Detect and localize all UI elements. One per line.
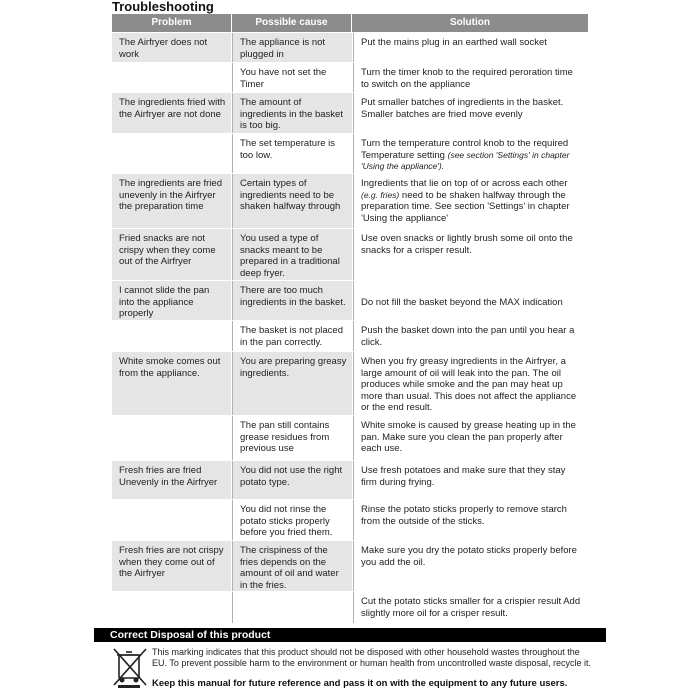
solution-cell: Turn the timer knob to the required peroration time to switch on the appliance: [353, 63, 588, 92]
problem-cell: [112, 592, 231, 623]
problem-cell: I cannot slide the pan into the appliance properly: [112, 281, 231, 320]
table-row: [112, 415, 588, 460]
cause-cell: The amount of ingredients in the basket is too big.: [232, 93, 352, 133]
problem-cell: Fresh fries are fried Unevenly in the Airfryer: [112, 461, 231, 499]
table-row: [112, 499, 588, 540]
cause-cell: [232, 592, 352, 623]
header-solution: Solution: [351, 14, 588, 32]
table-row: [112, 62, 588, 92]
solution-cell: [353, 134, 588, 173]
header-problem: Problem: [151, 17, 192, 28]
keep-manual-note: Keep this manual for future reference and pass it on with the equipment to any future users.: [152, 678, 568, 689]
table-row: [112, 173, 588, 228]
cause-cell: There are too much ingredients in the basket.: [232, 281, 352, 320]
table-row: [112, 92, 588, 133]
table-row: [112, 351, 588, 415]
cause-cell: The set temperature is too low.: [232, 134, 352, 173]
problem-cell: The ingredients are fried unevenly in the Airfryer the preparation time: [112, 174, 231, 228]
problem-cell: [112, 63, 231, 92]
cause-cell: The basket is not placed in the pan correctly.: [232, 321, 352, 351]
problem-cell: [112, 134, 231, 173]
table-row: [112, 280, 588, 320]
problem-cell: Fried snacks are not crispy when they come out of the Airfryer: [112, 229, 231, 280]
solution-cell: Push the basket down into the pan until you hear a click.: [353, 321, 588, 351]
cause-cell: The pan still contains grease residues from previous use: [232, 416, 352, 460]
table-row: [112, 460, 588, 499]
solution-cell: Put smaller batches of ingredients in the basket. Smaller batches are fried move evenly: [353, 93, 588, 133]
table-row: [112, 133, 588, 173]
solution-cell: Make sure you dry the potato sticks properly before you add the oil.: [353, 541, 588, 591]
solution-note: (e.g. fries): [361, 189, 400, 200]
table-row: [112, 540, 588, 591]
cause-cell: You did not rinse the potato sticks properly before you fried them.: [232, 500, 352, 540]
problem-cell: White smoke comes out from the appliance.: [112, 352, 231, 415]
problem-cell: [112, 321, 231, 351]
table-row: [112, 591, 588, 624]
table-row: [112, 32, 588, 62]
solution-text-pre: Ingredients that lie on top of or across each other: [361, 178, 568, 189]
solution-cell: Rinse the potato sticks properly to remove starch from the outside of the sticks.: [353, 500, 588, 540]
table-header: [112, 14, 588, 32]
crossed-out-wheelie-bin-icon: [108, 645, 152, 689]
problem-cell: [112, 500, 231, 540]
cause-cell: Certain types of ingredients need to be shaken halfway through: [232, 174, 352, 228]
solution-text: need to be shaken halfway through the preparation time. See section 'Settings' in chapter 'Using the appliance': [361, 189, 570, 224]
cause-cell: You have not set the Timer: [232, 63, 352, 92]
problem-cell: The ingredients fried with the Airfryer are not done: [112, 93, 231, 133]
solution-cell: Use oven snacks or lightly brush some oil onto the snacks for a crisper result.: [353, 229, 588, 280]
disposal-heading: Correct Disposal of this product: [94, 628, 606, 642]
cause-cell: You are preparing greasy ingredients.: [232, 352, 352, 415]
solution-cell: When you fry greasy ingredients in the Airfryer, a large amount of oil will leak into the pan. The oil produces while smoke and the pan may heat up more than usual. This does not affect the appliance or the end result.: [353, 352, 588, 415]
solution-cell: Put the mains plug in an earthed wall socket: [353, 33, 588, 62]
solution-cell: Do not fill the basket beyond the MAX indication: [353, 281, 588, 320]
cause-cell: You did not use the right potato type.: [232, 461, 352, 499]
solution-text: Turn the temperature control knob to the required Temperature setting: [361, 138, 569, 161]
disposal-text: This marking indicates that this product should not be disposed with other household wastes throughout the EU. To prevent possible harm to the environment or human health from uncontrolled waste disposal, recycle it.: [152, 647, 592, 668]
solution-cell: Use fresh potatoes and make sure that they stay firm during frying.: [353, 461, 588, 499]
solution-cell: Cut the potato sticks smaller for a crispier result Add slightly more oil for a crisper result.: [353, 592, 588, 623]
header-cause: Possible cause: [231, 14, 351, 32]
solution-note: (see section 'Settings' in chapter 'Using the appliance').: [361, 149, 570, 171]
cause-cell: The crispiness of the fries depends on the amount of oil and water in the fries.: [232, 541, 352, 591]
solution-cell: [353, 174, 588, 228]
cause-cell: The appliance is not plugged in: [232, 33, 352, 62]
page-title: Troubleshooting: [112, 0, 214, 14]
problem-cell: The Airfryer does not work: [112, 33, 231, 62]
table-row: [112, 320, 588, 351]
problem-cell: Fresh fries are not crispy when they come out of the Airfryer: [112, 541, 231, 591]
cause-cell: You used a type of snacks meant to be prepared in a traditional deep fryer.: [232, 229, 352, 280]
table-row: [112, 228, 588, 280]
problem-cell: [112, 416, 231, 460]
solution-cell: White smoke is caused by grease heating up in the pan. Make sure you clean the pan properly after each use.: [353, 416, 588, 460]
